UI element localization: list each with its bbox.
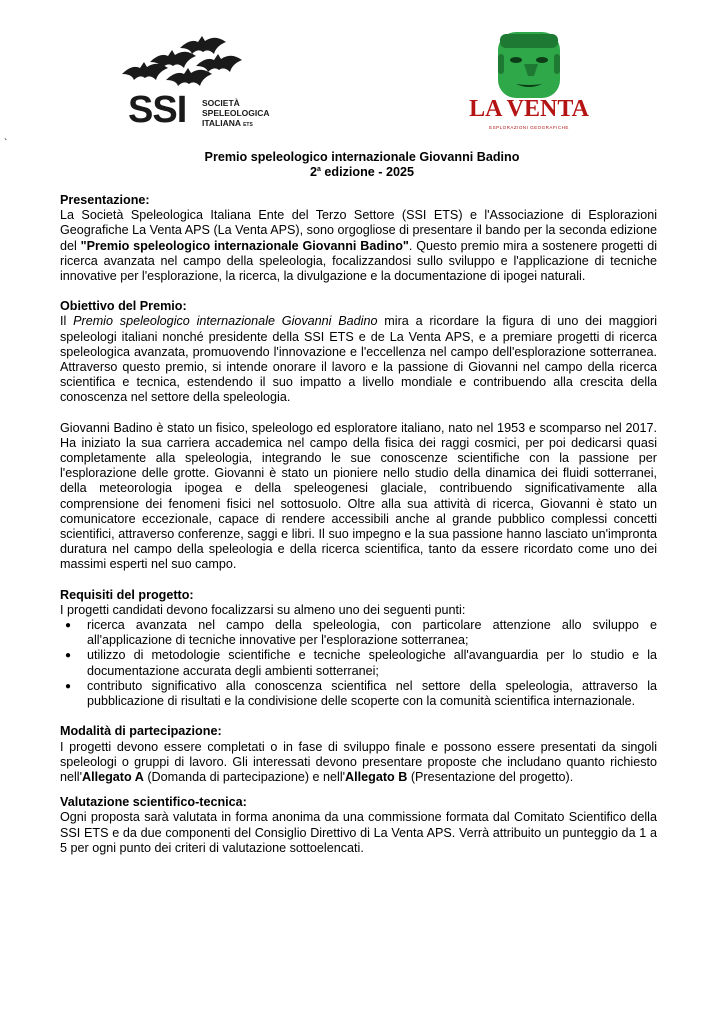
presentazione-text: La Società Speleologica Italiana Ente del Terzo Settore (SSI ETS) e l'Associazione di Esplorazioni Geografiche La Venta APS (La Venta APS), sono orgogliose di presentare il bando per la seconda edizione del "Premio speleologico internazionale Giovanni Badino". Questo premio mira a sostenere progetti di ricerca avanzata nel campo della speleologia, focalizzandosi sullo sviluppo e l'applicazione di tecniche innovative per l'esplorazione, la ricerca, la divulgazione e la documentazione di ipogei naturali.: [60, 208, 658, 284]
olmec-head-icon: [460, 30, 590, 100]
document-title: Premio speleologico internazionale Giovanni Badino: [204, 150, 520, 164]
edition-line: 2$^a$ edizione - 2025: [309, 165, 414, 179]
ssi-line3: ITALIANA: [202, 118, 241, 128]
section-heading-requisiti: Requisiti del progetto:: [60, 587, 194, 602]
laventa-logo: [460, 30, 590, 138]
section-heading-obiettivo: Obiettivo del Premio:: [60, 299, 187, 314]
requisiti-list: [60, 618, 657, 709]
list-item: ● contributo significativo alla conoscenza scientifica nel settore della speleologia, attraverso la pubblicazione di risultati e la condivisione delle scoperte con la comunità scientifica internazionale.: [60, 679, 657, 709]
valutazione-text: Ogni proposta sarà valutata in forma anonima da una commissione formata dal Comitato Scientifico della SSI ETS e da due componenti del Consiglio Direttivo di La Venta APS. Verrà attribuito un punteggio da 1 a 5 per ogni punto dei criteri di valutazione sottoelencati.: [60, 810, 657, 855]
laventa-subtitle: ESPLORAZIONI GEOGRAFICHE: [489, 125, 569, 130]
obiettivo-text: Il Premio speleologico internazionale Giovanni Badino mira a ricordare la figura di uno dei maggiori speleologi italiani nonché presidente della SSI ETS e de La Venta APS, e a premiare progetti di ricerca speleologica avanzata, promuovendo l'innovazione e l'eccellenza nel campo dell'esplorazione sotterranea. Attraverso questo premio, si intende onorare il lavoro e la passione di Giovanni nel campo della ricerca scientifica e tecnica, estendendo il suo impatto a livello mondiale e contribuendo alla crescita della conoscenza nel settore della speleologia.: [60, 314, 657, 405]
biography-text: Giovanni Badino è stato un fisico, speleologo ed esploratore italiano, nato nel 1953 e scomparso nel 2017. Ha iniziato la sua carriera accademica nel campo della fisica dei raggi cosmici, per poi dedicarsi quasi completamente alla speleologia, integrando le sue conoscenze scientifiche con la passione per l'esplorazione delle grotte. Giovanni è stato un pioniere nello studio della dinamica dei fluidi sotterranei, della meteorologia ipogea e della speleogenesi glaciale, contribuendo significativamente alla comprensione dei fenomeni fisici nel sottosuolo. Oltre alla sua attività di ricerca, Giovanni è stato un comunicatore eccezionale, capace di rendere accessibili anche al grande pubblico complessi concetti scientifici, attraverso conferenze, saggi e libri. Il suo impegno e la sua passione hanno lasciato un'impronta duratura nel campo della speleologia e della ricerca scientifica, tanto da essere ricordato come uno dei massimi esperti nel suo campo.: [60, 420, 657, 572]
section-heading-presentazione: Presentazione:: [60, 193, 150, 207]
ssi-line1: SOCIETÀ: [202, 98, 240, 108]
requisiti-intro: I progetti candidati devono focalizzarsi su almeno uno dei seguenti punti:: [60, 602, 466, 617]
ssi-line2: SPELEOLOGICA: [202, 108, 270, 118]
modalita-text: I progetti devono essere completati o in fase di sviluppo finale e possono essere presentati da singoli speleologi o gruppi di lavoro. Gli interessati devono presentare proposte che includano quanto richiesto nell'Allegato A (Domanda di partecipazione) e nell'Allegato B (Presentazione del progetto).: [60, 739, 657, 784]
ssi-wordmark: [202, 98, 270, 130]
laventa-name: LA VENTA: [469, 96, 589, 122]
section-heading-valutazione: Valutazione scientifico-tecnica:: [60, 795, 247, 810]
document-body: [60, 193, 657, 856]
list-item: ● ricerca avanzata nel campo della speleologia, con particolare attenzione allo sviluppo e all'applicazione di tecniche innovative per l'esplorazione sotterranea;: [60, 618, 657, 648]
stray-mark: `: [4, 138, 8, 149]
ssi-logo: [112, 36, 272, 136]
ssi-ets: ETS: [243, 122, 253, 128]
list-item: ● utilizzo di metodologie scientifiche e tecniche speleologiche all'avanguardia per lo studio e la documentazione accurata degli ambienti sotterranei;: [60, 648, 657, 678]
ssi-letters: SSI: [128, 89, 187, 131]
section-heading-modalita: Modalità di partecipazione:: [60, 724, 222, 739]
